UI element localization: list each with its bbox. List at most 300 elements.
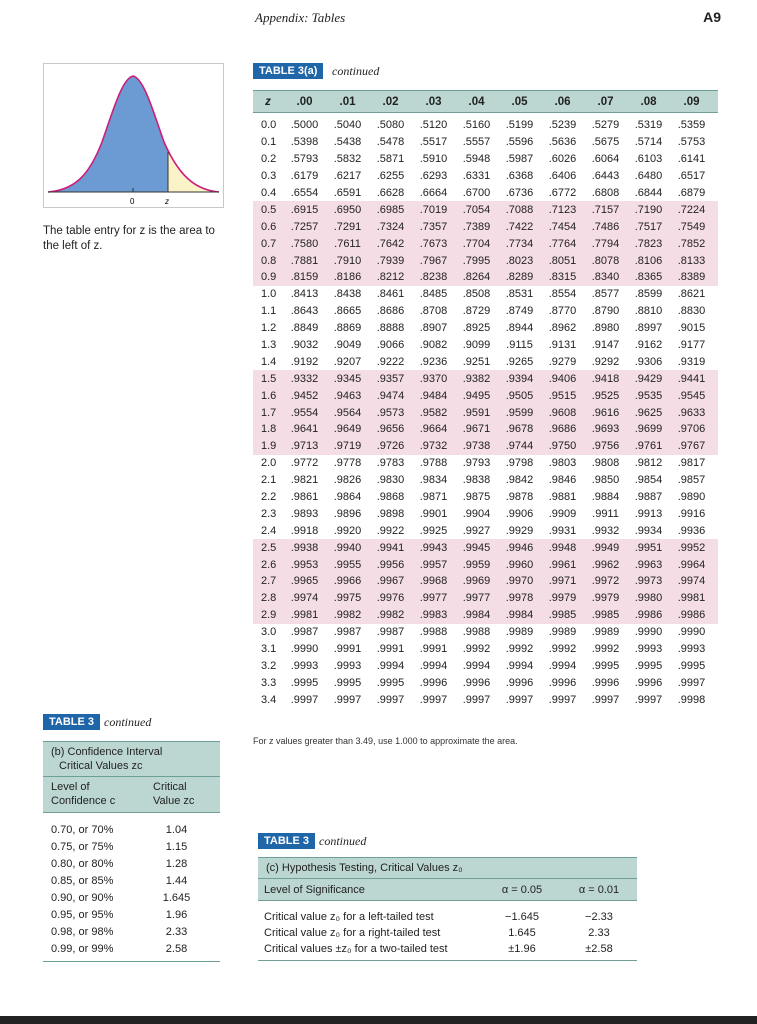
area-value: .9649 [333,423,362,436]
table-row [253,353,718,370]
area-value: .6985 [376,203,405,216]
confidence-interval-table [43,741,220,962]
area-value: .9987 [333,626,362,639]
area-value: .9893 [290,507,319,520]
area-value: .9990 [634,626,663,639]
area-value: .9890 [677,491,706,504]
area-value: .9871 [419,491,448,504]
z-value: 0.4 [261,187,277,199]
area-value: .5000 [290,119,319,132]
z-value: 1.1 [261,305,277,318]
area-value: .5753 [677,136,706,149]
area-value: .7704 [462,237,491,250]
area-value: .7764 [548,237,577,250]
area-value: .8461 [376,288,405,301]
area-value: .9834 [419,474,448,487]
area-value: .9998 [677,693,706,706]
area-value: .7257 [290,220,319,233]
area-value: .9821 [290,474,319,487]
area-value: .9906 [505,507,534,520]
area-value: .9989 [591,626,620,639]
area-value: .9131 [548,339,577,352]
area-value: .9966 [333,575,362,588]
area-value: .9756 [591,440,620,453]
critical-value: 1.645 [162,891,191,904]
area-value: .8577 [591,288,620,301]
area-value: .9783 [376,457,405,470]
confidence-level: 0.98, or 98% [51,925,114,938]
area-value: .9693 [591,423,620,436]
area-value: .9817 [677,457,706,470]
confidence-level: 0.80, or 80% [51,857,114,870]
area-value: .8686 [376,305,405,318]
area-value: .9985 [591,609,620,622]
area-value: .9525 [591,389,620,402]
z-value: 2.7 [261,575,277,588]
area-value: .9955 [333,558,362,571]
table-row [253,337,718,354]
area-value: .6443 [591,170,620,183]
area-value: .8554 [548,288,577,301]
area-value: .9993 [333,659,362,672]
area-value: .9591 [462,406,491,419]
area-value: .8389 [677,271,706,284]
area-value: .9977 [419,592,448,605]
critical-value-header: Critical Value zᴄ [153,781,195,807]
area-value: .9066 [376,339,405,352]
area-value: .9931 [548,524,577,537]
area-value: .9956 [376,558,405,571]
area-value: .9992 [462,643,491,656]
z-value: 1.4 [261,355,277,368]
area-value: .6664 [419,187,448,199]
area-value: .9981 [677,592,706,605]
z-value: 3.0 [261,626,277,639]
area-value: .8830 [677,305,706,318]
area-value: .9989 [505,626,534,639]
area-value: .9332 [290,372,319,385]
area-value: .9995 [677,659,706,672]
z-value: 3.4 [261,693,277,706]
area-value: .9961 [548,558,577,571]
table-3a-continued: continued [332,64,380,78]
area-value: .7224 [677,203,706,216]
table-row [253,269,718,286]
area-value: .9641 [290,423,319,436]
area-value: .6064 [591,153,620,166]
area-value: .9997 [376,693,405,706]
area-value: .9938 [290,541,319,554]
column-header: .00 [296,95,313,108]
area-value: .9991 [376,643,405,656]
z-value: 0.8 [261,254,277,267]
area-value: .7611 [334,237,361,250]
z-value: 0.0 [261,119,277,132]
area-value: .9573 [376,406,405,419]
area-value: .9960 [505,558,534,571]
area-value: .9925 [419,524,448,537]
area-value: .5199 [505,119,534,132]
area-value: .9996 [634,676,663,689]
area-value: .8212 [376,271,405,284]
area-value: .9793 [462,457,491,470]
area-value: .9991 [333,643,362,656]
table-3c-continued: continued [319,834,367,848]
area-value: .8962 [548,322,577,335]
area-value: .9564 [333,406,362,419]
area-value: .9608 [548,406,577,419]
area-value: .7823 [634,237,663,250]
area-value: .8413 [290,288,319,301]
area-value: .9976 [376,592,405,605]
critical-value: 1.15 [165,840,188,853]
area-value: .5239 [548,119,577,132]
area-value: .9251 [462,355,491,368]
area-value: .5987 [505,153,534,166]
area-value: .9306 [634,355,663,368]
table-3c-title: (c) Hypothesis Testing, Critical Values z₀ [258,857,637,878]
area-value: .9452 [290,389,319,402]
area-value: .9977 [462,592,491,605]
area-value: .9115 [506,339,533,352]
area-value: .9996 [505,676,534,689]
table-row [253,151,718,168]
table-row [253,472,718,489]
area-value: .7580 [290,237,319,250]
area-value: .9671 [462,423,491,436]
area-value: .9429 [634,372,663,385]
critical-value: 1.28 [165,857,188,870]
area-value: .8925 [462,322,491,335]
area-value: .9951 [634,541,663,554]
area-value: .9474 [376,389,405,402]
table-3b-tag: TABLE 3 [43,714,100,730]
area-value: .9957 [419,558,448,571]
area-value: .9484 [419,389,448,402]
area-value: .7454 [548,220,577,233]
area-value: .5557 [462,136,491,149]
area-value: .9279 [548,355,577,368]
table-3c-column-headers [258,878,637,901]
table-3b-title-line2: Critical Values zᴄ [59,760,143,772]
area-value: .5160 [462,119,491,132]
z-label: z [165,197,169,206]
area-value: .7324 [376,220,405,233]
area-value: .9990 [677,626,706,639]
area-value: .9699 [634,423,663,436]
area-value: .7054 [462,203,491,216]
test-description: Critical value z₀ for a right-tailed test [264,927,441,939]
area-value: .9864 [333,491,362,504]
area-value: .7852 [677,237,706,250]
area-value: .9750 [548,440,577,453]
area-value: .9953 [290,558,319,571]
area-value: .5832 [333,153,362,166]
z-value: 3.3 [261,676,277,689]
area-value: .7190 [634,203,663,216]
column-header: .08 [640,95,657,108]
area-value: .9992 [591,643,620,656]
confidence-level: 0.85, or 85% [51,874,114,887]
area-value: .9761 [634,440,663,453]
area-value: .9207 [333,355,362,368]
area-value: .9927 [462,524,491,537]
area-value: .6554 [290,187,319,199]
area-value: .9582 [419,406,448,419]
area-value: .9988 [462,626,491,639]
area-value: .7549 [677,220,706,233]
column-header: .06 [554,95,571,108]
table-row [253,404,718,421]
area-value: .6406 [548,170,577,183]
area-value: .9099 [462,339,491,352]
area-value: .9706 [677,423,706,436]
area-value: .6915 [290,203,319,216]
critical-value: −1.645 [505,911,539,923]
area-value: .9952 [677,541,706,554]
area-value: .9975 [333,592,362,605]
area-value: .7794 [591,237,620,250]
area-value: .9788 [419,457,448,470]
shaded-left-area [48,76,168,192]
normal-curve-svg [44,64,223,207]
area-value: .9997 [290,693,319,706]
table-row [43,821,220,838]
area-value: .9808 [591,457,620,470]
area-value: .5871 [376,153,405,166]
critical-value: 1.44 [165,874,188,887]
area-value: .8997 [634,322,663,335]
area-value: .9996 [591,676,620,689]
area-value: .6844 [634,187,663,199]
area-value: .9875 [462,491,491,504]
area-value: .9162 [634,339,663,352]
area-value: .9812 [634,457,663,470]
area-value: .8944 [505,322,534,335]
area-value: .9994 [376,659,405,672]
area-value: .9974 [290,592,319,605]
area-value: .9949 [591,541,620,554]
area-value: .8264 [462,271,491,284]
area-value: .6368 [505,170,534,183]
area-value: .5948 [462,153,491,166]
area-value: .9535 [634,389,663,402]
area-value: .9850 [591,474,620,487]
area-value: .9981 [290,609,319,622]
area-value: .9980 [634,592,663,605]
table-3b-title-line1: (b) Confidence Interval [51,746,163,758]
area-value: .5279 [591,119,620,132]
area-value: .8238 [419,271,448,284]
z-value: 1.5 [261,372,277,385]
z-table-footnote: For z values greater than 3.49, use 1.000 to approximate the area. [253,736,518,746]
area-value: .9857 [677,474,706,487]
significance-header: Level of Significance [264,883,365,896]
z-value: 1.9 [261,440,277,453]
area-value: .9625 [634,406,663,419]
table-row [253,252,718,269]
critical-value: 2.33 [165,925,188,938]
table-row [253,489,718,506]
critical-value: 2.58 [165,942,188,955]
area-value: .8749 [505,305,534,318]
critical-value: ±1.96 [508,943,536,955]
area-value: .9994 [548,659,577,672]
area-value: .9418 [591,372,620,385]
critical-value: 1.645 [508,927,536,939]
z-value: 1.3 [261,339,277,352]
area-value: .9983 [419,609,448,622]
table-row [43,889,220,906]
area-value: .8531 [505,288,534,301]
area-value: .7910 [333,254,362,267]
area-value: .9463 [333,389,362,402]
area-value: .9974 [677,575,706,588]
confidence-level: 0.70, or 70% [51,823,114,836]
area-value: .9995 [634,659,663,672]
area-value: .7939 [376,254,405,267]
area-value: .9898 [376,507,405,520]
area-value: .6879 [677,187,706,199]
area-value: .9838 [462,474,491,487]
area-value: .9990 [290,643,319,656]
area-value: .9997 [548,693,577,706]
area-value: .6480 [634,170,663,183]
table-row [253,303,718,320]
z-value: 2.0 [261,457,277,470]
area-value: .8106 [634,254,663,267]
area-value: .9941 [376,541,405,554]
area-value: .5359 [677,119,706,132]
confidence-level: 0.99, or 99% [51,942,114,955]
table-row [253,607,718,624]
area-value: .5636 [548,136,577,149]
z-table-header [253,90,718,113]
table-row [253,438,718,455]
area-value: .9932 [591,524,620,537]
table-3c-tag: TABLE 3 [258,833,315,849]
area-value: .6293 [419,170,448,183]
area-value: .9744 [505,440,534,453]
area-value: .9970 [505,575,534,588]
area-value: .9441 [677,372,706,385]
area-value: .8340 [591,271,620,284]
area-value: .7357 [419,220,448,233]
hypothesis-testing-table [258,857,637,961]
z-value: 1.8 [261,423,277,436]
area-value: .9997 [462,693,491,706]
page-number: A9 [703,9,721,25]
area-value: .9192 [290,355,319,368]
table-row [253,117,718,134]
z-value: 0.2 [261,153,277,166]
area-value: .9982 [376,609,405,622]
z-value: 0.5 [261,203,277,216]
area-value: .9963 [634,558,663,571]
table-3b-continued: continued [104,715,152,729]
area-value: .8907 [419,322,448,335]
area-value: .7019 [419,203,448,216]
area-value: .5398 [290,136,319,149]
area-value: .8485 [419,288,448,301]
area-value: .8365 [634,271,663,284]
area-value: .7389 [462,220,491,233]
area-value: .7422 [505,220,534,233]
table-row [43,872,220,889]
area-value: .9918 [290,524,319,537]
area-value: .9633 [677,406,706,419]
area-value: .8023 [505,254,534,267]
z-value: 2.3 [261,507,277,520]
table-row [258,925,637,941]
area-value: .9394 [505,372,534,385]
area-value: .9995 [290,676,319,689]
area-value: .9686 [548,423,577,436]
area-value: .9995 [376,676,405,689]
area-value: .8980 [591,322,620,335]
area-value: .8888 [376,322,405,335]
area-value: .9896 [333,507,362,520]
area-value: .8810 [634,305,663,318]
area-value: .9545 [677,389,706,402]
area-value: .7157 [591,203,620,216]
z-value: 2.8 [261,592,277,605]
area-value: .5438 [333,136,362,149]
table-row [253,691,718,708]
area-value: .5910 [419,153,448,166]
critical-value: 1.96 [165,908,188,921]
table-row [253,573,718,590]
area-value: .5120 [419,119,448,132]
table-row [43,923,220,940]
area-value: .9868 [376,491,405,504]
area-value: .9971 [548,575,577,588]
z-value: 0.9 [261,271,277,284]
area-value: .5517 [419,136,448,149]
area-value: .9993 [290,659,319,672]
table-row [258,909,637,925]
area-value: .9934 [634,524,663,537]
column-header: .07 [597,95,614,108]
area-value: .9969 [462,575,491,588]
area-value: .5040 [333,119,362,132]
area-value: .8133 [677,254,706,267]
table-row [253,370,718,387]
area-value: .7486 [591,220,620,233]
table-row [253,455,718,472]
area-value: .9719 [333,440,362,453]
area-value: .9236 [419,355,448,368]
area-value: .5319 [634,119,663,132]
area-value: .6179 [290,170,319,183]
table-row [253,235,718,252]
table-row [253,185,718,202]
area-value: .9945 [462,541,491,554]
area-value: .8621 [677,288,706,301]
table-row [253,641,718,658]
table-3c-body [258,901,637,961]
confidence-level: 0.90, or 90% [51,891,114,904]
table-row [253,286,718,303]
area-value: .9991 [419,643,448,656]
area-value: .7291 [333,220,362,233]
area-value: .9959 [462,558,491,571]
area-value: .9995 [591,659,620,672]
alpha-005-header: α = 0.05 [501,883,543,896]
table-row [43,855,220,872]
table-row [43,838,220,855]
area-value: .9554 [290,406,319,419]
